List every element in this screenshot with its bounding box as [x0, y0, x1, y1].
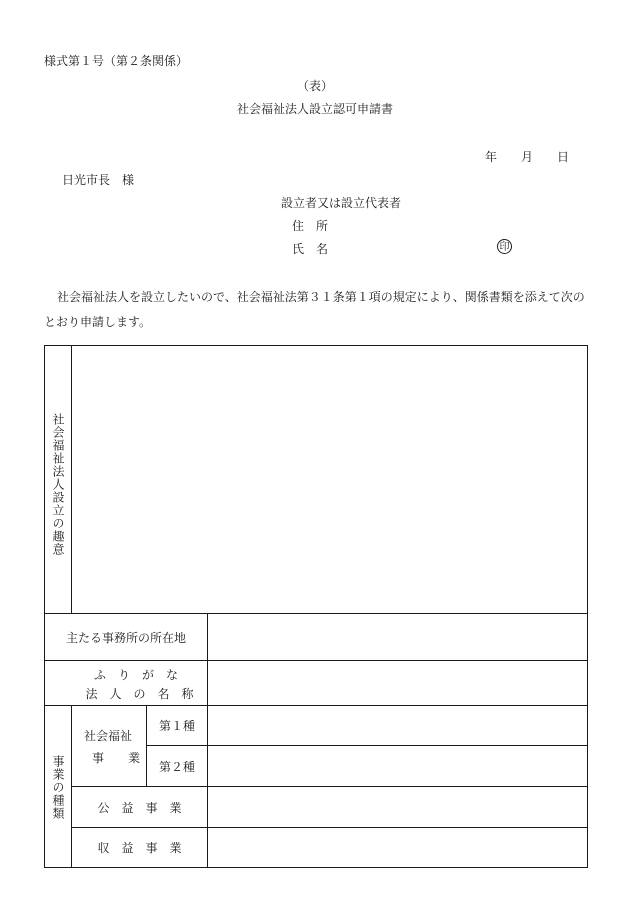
type1-label: 第１種 [158, 719, 195, 733]
profit-business-label: 収 益 事 業 [97, 841, 182, 855]
seal-mark: 印 [497, 239, 512, 254]
date-year-label: 年 [485, 150, 498, 164]
corp-name-label: 法 人 の 名 称 [85, 687, 194, 701]
furigana-label: ふ り が な [93, 668, 178, 682]
purpose-field[interactable] [72, 346, 587, 613]
table-border-left [44, 345, 45, 868]
applicant-address-label: 住 所 [292, 219, 329, 233]
social-welfare-label-2: 事 業 [92, 751, 141, 765]
addressee: 日光市長 様 [62, 173, 135, 187]
table-border-right [587, 345, 588, 868]
applicant-name-label: 氏 名 [292, 242, 329, 256]
body-text-line-2: とおり申請します。 [44, 315, 152, 329]
side-label: （表） [296, 79, 333, 93]
corp-name-field[interactable] [208, 661, 587, 705]
office-address-field[interactable] [208, 614, 587, 660]
type1-field[interactable] [208, 706, 587, 745]
body-text-line-1: 社会福祉法人を設立したいので、社会福祉法第３１条第１項の規定により、関係書類を添えて次の [57, 290, 585, 304]
business-types-label: 事業の種類 [51, 755, 65, 820]
date-day-label: 日 [557, 150, 570, 164]
table-border-bottom [44, 867, 588, 868]
social-welfare-label-1: 社会福祉 [84, 729, 133, 743]
date-month-label: 月 [521, 150, 534, 164]
type2-label: 第２種 [158, 759, 195, 774]
form-number: 様式第１号（第２条関係） [44, 54, 189, 68]
public-interest-label: 公 益 事 業 [97, 800, 182, 815]
office-label: 主たる事務所の所在地 [65, 630, 186, 645]
page-title: 社会福祉法人設立認可申請書 [236, 102, 393, 116]
applicant-heading: 設立者又は設立代表者 [281, 196, 402, 210]
purpose-label: 社会福祉法人設立の趣意 [51, 413, 65, 556]
public-interest-field[interactable] [208, 787, 587, 827]
type2-field[interactable] [208, 746, 587, 786]
profit-business-field[interactable] [208, 828, 587, 867]
